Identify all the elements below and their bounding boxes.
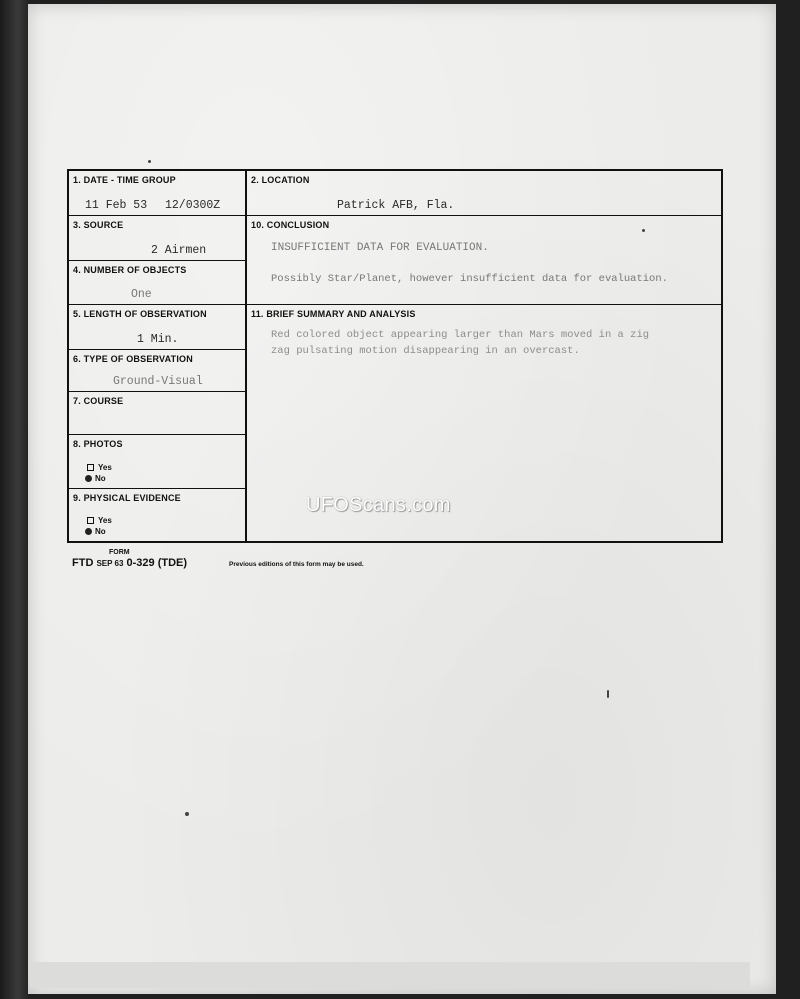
scan-speck (185, 812, 189, 816)
physical-evidence-no-option[interactable] (85, 527, 106, 536)
photos-no-option[interactable] (85, 474, 106, 483)
summary-line-1: Red colored object appearing larger than Mars moved in a zig (271, 329, 650, 341)
date-time-group-cell (69, 171, 245, 216)
physical-evidence-yes-label: Yes (98, 516, 112, 525)
photos-no-label: No (95, 474, 106, 483)
type-of-observation-cell (69, 350, 245, 392)
footer-form-word: FORM (109, 549, 130, 556)
source-value: 2 Airmen (151, 244, 207, 257)
photos-yes-option[interactable] (87, 463, 112, 472)
number-of-objects-cell (69, 261, 245, 305)
footer-date-code: SEP 63 (96, 559, 124, 568)
footer-ftd: FTD (72, 557, 94, 569)
number-of-objects-label: 4. NUMBER OF OBJECTS (73, 265, 187, 275)
source-cell (69, 216, 245, 261)
conclusion-line-1: INSUFFICIENT DATA FOR EVALUATION. (271, 242, 489, 254)
footer-form-id (72, 557, 187, 569)
footer-note: Previous editions of this form may be used. (229, 561, 364, 568)
number-of-objects-value: One (131, 288, 152, 301)
length-of-observation-value: 1 Min. (137, 333, 179, 346)
checked-mark-icon (85, 475, 92, 482)
conclusion-cell (247, 216, 721, 305)
physical-evidence-yes-option[interactable] (87, 516, 112, 525)
project-record-card (67, 169, 723, 543)
source-label: 3. SOURCE (73, 220, 124, 230)
length-of-observation-cell (69, 305, 245, 350)
type-of-observation-label: 6. TYPE OF OBSERVATION (73, 354, 193, 364)
physical-evidence-label: 9. PHYSICAL EVIDENCE (73, 493, 181, 503)
location-value: Patrick AFB, Fla. (337, 199, 455, 212)
location-label: 2. LOCATION (251, 175, 310, 185)
physical-evidence-no-label: No (95, 527, 106, 536)
type-of-observation-value: Ground-Visual (113, 375, 203, 388)
date-value: 11 Feb 53 (85, 199, 148, 212)
length-of-observation-label: 5. LENGTH OF OBSERVATION (73, 309, 207, 319)
summary-label: 11. BRIEF SUMMARY AND ANALYSIS (251, 309, 416, 319)
left-column (69, 171, 247, 541)
checkbox-icon (87, 517, 94, 524)
date-time-group-label: 1. DATE - TIME GROUP (73, 175, 176, 185)
conclusion-line-2: Possibly Star/Planet, however insufficient data for evaluation. (271, 273, 668, 285)
summary-line-2: zag pulsating motion disappearing in an overcast. (271, 345, 580, 357)
checkbox-icon (87, 464, 94, 471)
photos-cell (69, 435, 245, 489)
page-bottom-strip (30, 962, 750, 988)
scan-speck (148, 160, 151, 163)
watermark-text: UFOScans.com (306, 494, 451, 516)
conclusion-label: 10. CONCLUSION (251, 220, 330, 230)
right-column (247, 171, 721, 541)
photos-yes-label: Yes (98, 463, 112, 472)
time-value: 12/0300Z (165, 199, 221, 212)
checked-mark-icon (85, 528, 92, 535)
photos-label: 8. PHOTOS (73, 439, 123, 449)
footer-form-number: 0-329 (TDE) (126, 557, 188, 569)
scan-speck (607, 690, 609, 698)
course-label: 7. COURSE (73, 396, 124, 406)
course-cell (69, 392, 245, 435)
location-cell (247, 171, 721, 216)
physical-evidence-cell (69, 489, 245, 543)
